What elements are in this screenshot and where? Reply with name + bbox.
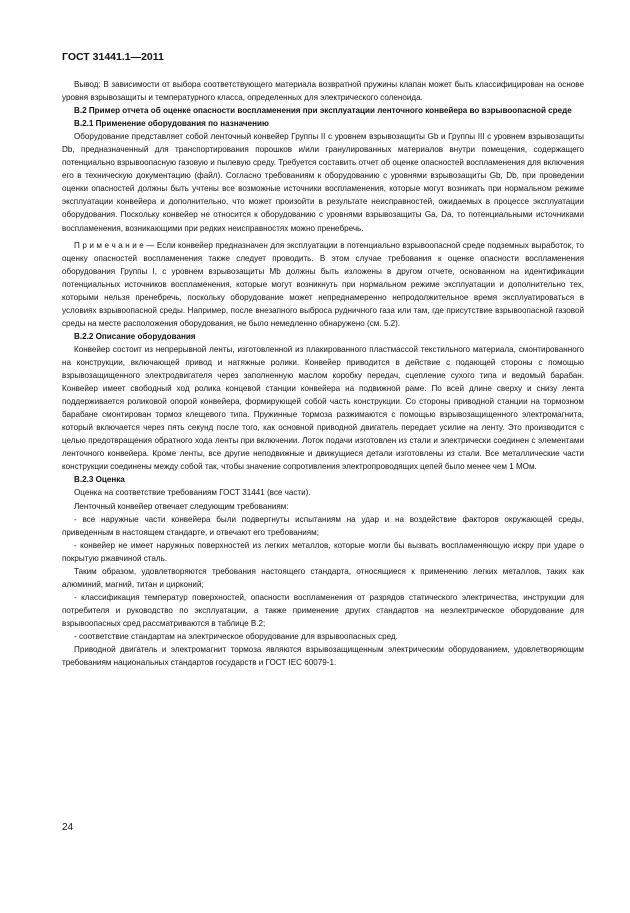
section-heading-b2: В.2 Пример отчета об оценке опасности воспламенения при эксплуатации ленточного конвейера во взрывоопасной среде (74, 106, 572, 116)
requirements-intro-paragraph: Ленточный конвейер отвечает следующим требованиям: (74, 501, 289, 511)
drive-motor-paragraph: Приводной двигатель и электромагнит тормоза являются взрывозащищенным электрическим оборудованием, удовлетворяющим требованиям национальных стандартов государств и ГОСТ IEC 60079-1. (62, 645, 584, 668)
requirement-item-impact: - все наружные части конвейера были подвергнуты испытаниям на удар и на воздействие факторов окружающей среды, приведенным в настоящем стандарте, и отвечают его требованиям; (62, 514, 584, 537)
subsection-heading-b22: В.2.2 Описание оборудования (74, 331, 196, 341)
requirement-item-light-metals: - конвейер не имеет наружных поверхностей из легких металлов, которые могли бы вызвать воспламеняющую искру при ударе о покрытую ржавчиной сталь. (62, 540, 584, 563)
document-body (62, 78, 584, 669)
note-paragraph: П р и м е ч а н и е — Если конвейер предназначен для эксплуатации в потенциально взрывоопасной среде подземных выработок, то оценку опасностей воспламенения также следует проводить. В этом случае требования к оценке опасности воспламенения оборудования Группы I, с уровнем взрывозащиты Mb должны быть изложены в другом отчете, основанном на идентификации потенциальных источников воспламенения, которые могут возникнуть при нормальном режиме эксплуатации и дополнительно тех, которыми нельзя пренебречь, поскольку оборудование может непреднамеренно непродолжительное время эксплуатироваться в условиях взрывоопасной среды. Например, после внезапного выброса рудничного газа или там, где присутствие взрывоопасной газовой среды на месте расположения оборудования, не было немедленно обнаружено (см. 5.2). (62, 240, 584, 328)
assessment-reference-paragraph: Оценка на соответствие требованиям ГОСТ 31441 (все части). (74, 488, 311, 498)
light-metals-conclusion-paragraph: Таким образом, удовлетворяются требования настоящего стандарта, относящиеся к применению легких металлов, таких как алюминий, магний, титан и цирконий; (62, 566, 584, 589)
document-code-header: ГОСТ 31441.1—2011 (62, 51, 164, 63)
page-number: 24 (62, 822, 74, 833)
subsection-heading-b23: В.2.3 Оценка (74, 475, 125, 485)
requirement-item-classification: - классификация температур поверхностей, опасности воспламенения от разрядов статического электричества, инструкции для потребителя и руководство по эксплуатации, а также применение других стандартов на неэлектрическое оборудование для взрывоопасных сред рассматриваются в таблице В.2; (62, 592, 584, 628)
subsection-heading-b21: В.2.1 Применение оборудования по назначению (74, 119, 269, 129)
intended-use-paragraph: Оборудование представляет собой ленточный конвейер Группы II с уровнем взрывозащиты Gb и Группы III с уровнем взрывозащиты Db, предназначенный для транспортирования порошков и/или гранулированных материалов внутри помещения, содержащего потенциально взрывоопасную газовую и пылевую среду. Требуется составить отчет об оценке опасностей воспламенения для включения его в техническую документацию (файл). Согласно требованиям к оборудованию с уровнями взрывозащиты Gb, Db, при проведении оценки опасностей должны быть учтены все возможные источники воспламенения, которые могут возникать при нормальном режиме эксплуатации конвейера и дополнительно, что может произойти в результате неисправностей, ожидаемых в процессе эксплуатации оборудования. Поскольку конвейер не относится к оборудованию с уровнями взрывозащиты Ga, Da, то потенциальными источниками воспламенения, возникающими при редких неисправностях можно пренебречь. (62, 132, 584, 233)
conclusion-paragraph: Вывод: В зависимости от выбора соответствующего материала возвратной пружины клапан может быть классифицирован на основе уровня взрывозащиты и температурного класса, определенных для электрического соленоида. (62, 80, 584, 103)
equipment-description-paragraph: Конвейер состоит из непрерывной ленты, изготовленной из плакированного пластмассой текстильного материала, смонтированного на конструкции, включающей привод и натяжные ролики. Конвейер приводится в действие с подающей стороны с помощью взрывозащищенного электродвигателя через заполненную маслом коробку передач, сцепление сухого типа и ведомый барабан. Конвейер имеет свободный ход ролика концевой станции конвейера на подвижной раме. По всей длине сверху и снизу лента поддерживается роликовой опорой конвейера, формирующей собой часть конструкции. Со стороны приводной станции на тормозном барабане смонтирован тормоз клещевого типа. Пружинные тормоза разжимаются с помощью взрывозащищенного электромагнита, который включается через пять секунд после того, как основной приводной двигатель передает усилие на ленту. Это производится с целью предотвращения обратного хода ленты при включении. Лоток подачи изготовлен из стали и электрически соединен с элементами ленточного конвейера. Кроме ленты, все другие неподвижные и движущиеся детали изготовлены из стали. Все металлические части конструкции соединены между собой так, чтобы значение сопротивления электропроводящих цепей было менее чем 1 МОм. (62, 344, 584, 472)
requirement-item-electrical-standards: - соответствие стандартам на электрическое оборудование для взрывоопасных сред. (74, 631, 398, 641)
